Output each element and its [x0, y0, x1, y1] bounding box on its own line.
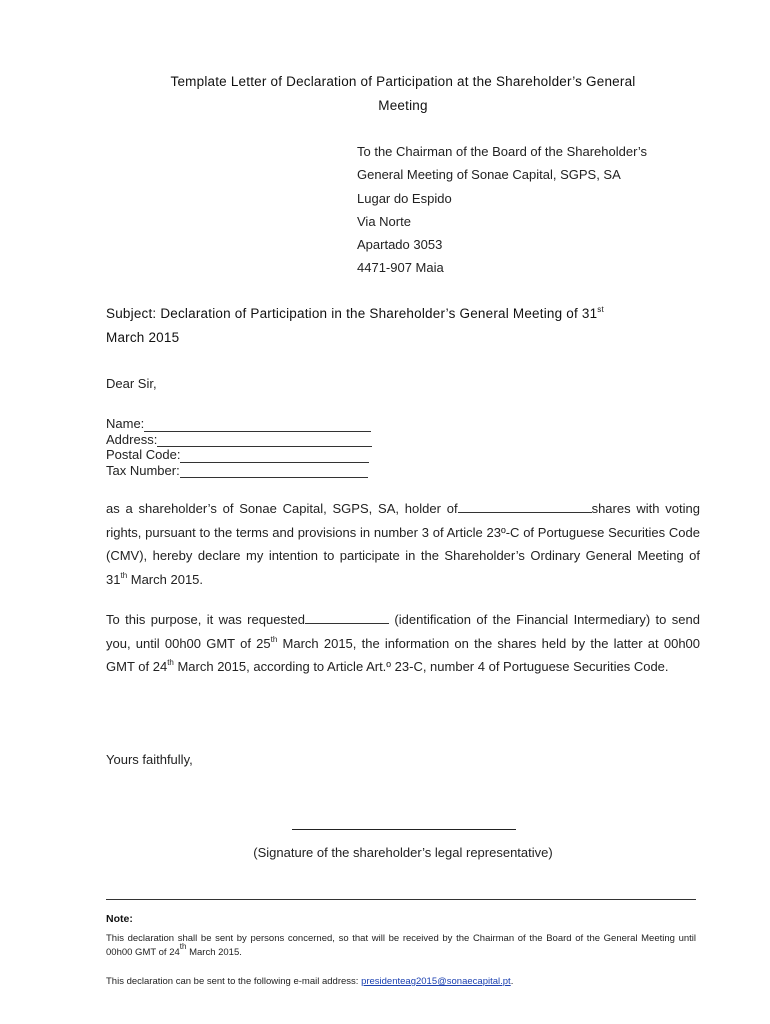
greeting: Dear Sir, [106, 376, 157, 391]
paragraph2-sup: th [167, 658, 174, 667]
signature-line[interactable] [292, 829, 516, 830]
field-row-name [106, 416, 372, 432]
postal-code-blank[interactable] [180, 449, 369, 463]
subject-date: March 2015 [106, 330, 180, 345]
paragraph2-text: To this purpose, it was requested [106, 612, 306, 627]
document-title [106, 70, 700, 118]
recipient-line: Apartado 3053 [357, 237, 443, 253]
recipient-line: 4471-907 Maia [357, 260, 444, 276]
paragraph2-text: (identification of the Financial Intermediary) to send you, until 00h00 GMT of 25 [106, 612, 700, 651]
field-row-tax [106, 463, 372, 479]
note-sup: th [179, 941, 187, 951]
note-text: This declaration shall be sent by persons concerned, so that will be received by the Chairman of the Board of the General Meeting until 00h00 GMT of 24 [106, 933, 696, 958]
note-text: This declaration can be sent to the following e-mail address: [106, 976, 362, 987]
note-line-2 [106, 975, 696, 989]
paragraph1-sup: th [120, 570, 128, 580]
shareholder-fields [106, 416, 372, 478]
note-divider [106, 899, 696, 900]
intermediary-blank[interactable] [305, 611, 389, 624]
subject-sup: st [597, 305, 604, 314]
paragraph1-text: March 2015. [127, 571, 204, 587]
note-heading: Note: [106, 913, 133, 925]
paragraph1-text: as a shareholder’s of Sonae Capital, SGPS, SA, holder of [106, 501, 458, 516]
recipient-line: General Meeting of Sonae Capital, SGPS, SA [357, 167, 621, 183]
recipient-address [357, 140, 647, 280]
closing: Yours faithfully, [106, 752, 193, 767]
note-text: March 2015. [186, 946, 242, 958]
name-blank[interactable] [144, 418, 371, 432]
postal-code-label: Postal Code: [106, 447, 181, 462]
recipient-line: Via Norte [357, 213, 411, 229]
subject-text: Subject: Declaration of Participation in the Shareholder’s General Meeting of 31 [106, 306, 598, 321]
note-text: . [510, 976, 514, 987]
paragraph2-text: March 2015, according to Article Art.º 23-C, number 4 of Portuguese Securities Code. [173, 659, 669, 674]
address-label: Address: [106, 431, 158, 447]
email-link[interactable]: presidenteag2015@sonaecapital.pt [361, 976, 511, 987]
field-row-postal [106, 447, 372, 463]
recipient-line: Lugar do Espido [357, 190, 452, 206]
shares-blank[interactable] [458, 500, 592, 513]
recipient-line: To the Chairman of the Board of the Shareholder’s [357, 144, 648, 159]
title-line-1: Template Letter of Declaration of Participation at the Shareholder’s General [170, 74, 636, 89]
signature-label: (Signature of the shareholder’s legal representative) [253, 845, 553, 860]
name-label: Name: [106, 416, 145, 431]
declaration-paragraph [106, 497, 700, 591]
title-line-2: Meeting [378, 98, 428, 113]
paragraph2-sup: th [270, 634, 278, 644]
purpose-paragraph [106, 608, 700, 679]
note-line-1 [106, 932, 696, 959]
field-row-address [106, 432, 372, 448]
paragraph2-text: March 2015, the information on the shares held by the latter at 00h00 GMT of 24 [106, 635, 701, 674]
subject-line [106, 302, 706, 350]
tax-number-label: Tax Number: [106, 462, 180, 478]
paragraph1-text: shares with voting rights, pursuant to the terms and provisions in number 3 of Article 23º-C of Portuguese Securities Code (CMV), hereby declare my intention to participate in the Shareholder’s Ordinary General Meeting of 31 [106, 501, 700, 587]
address-blank[interactable] [157, 433, 372, 447]
tax-number-blank[interactable] [180, 464, 368, 478]
